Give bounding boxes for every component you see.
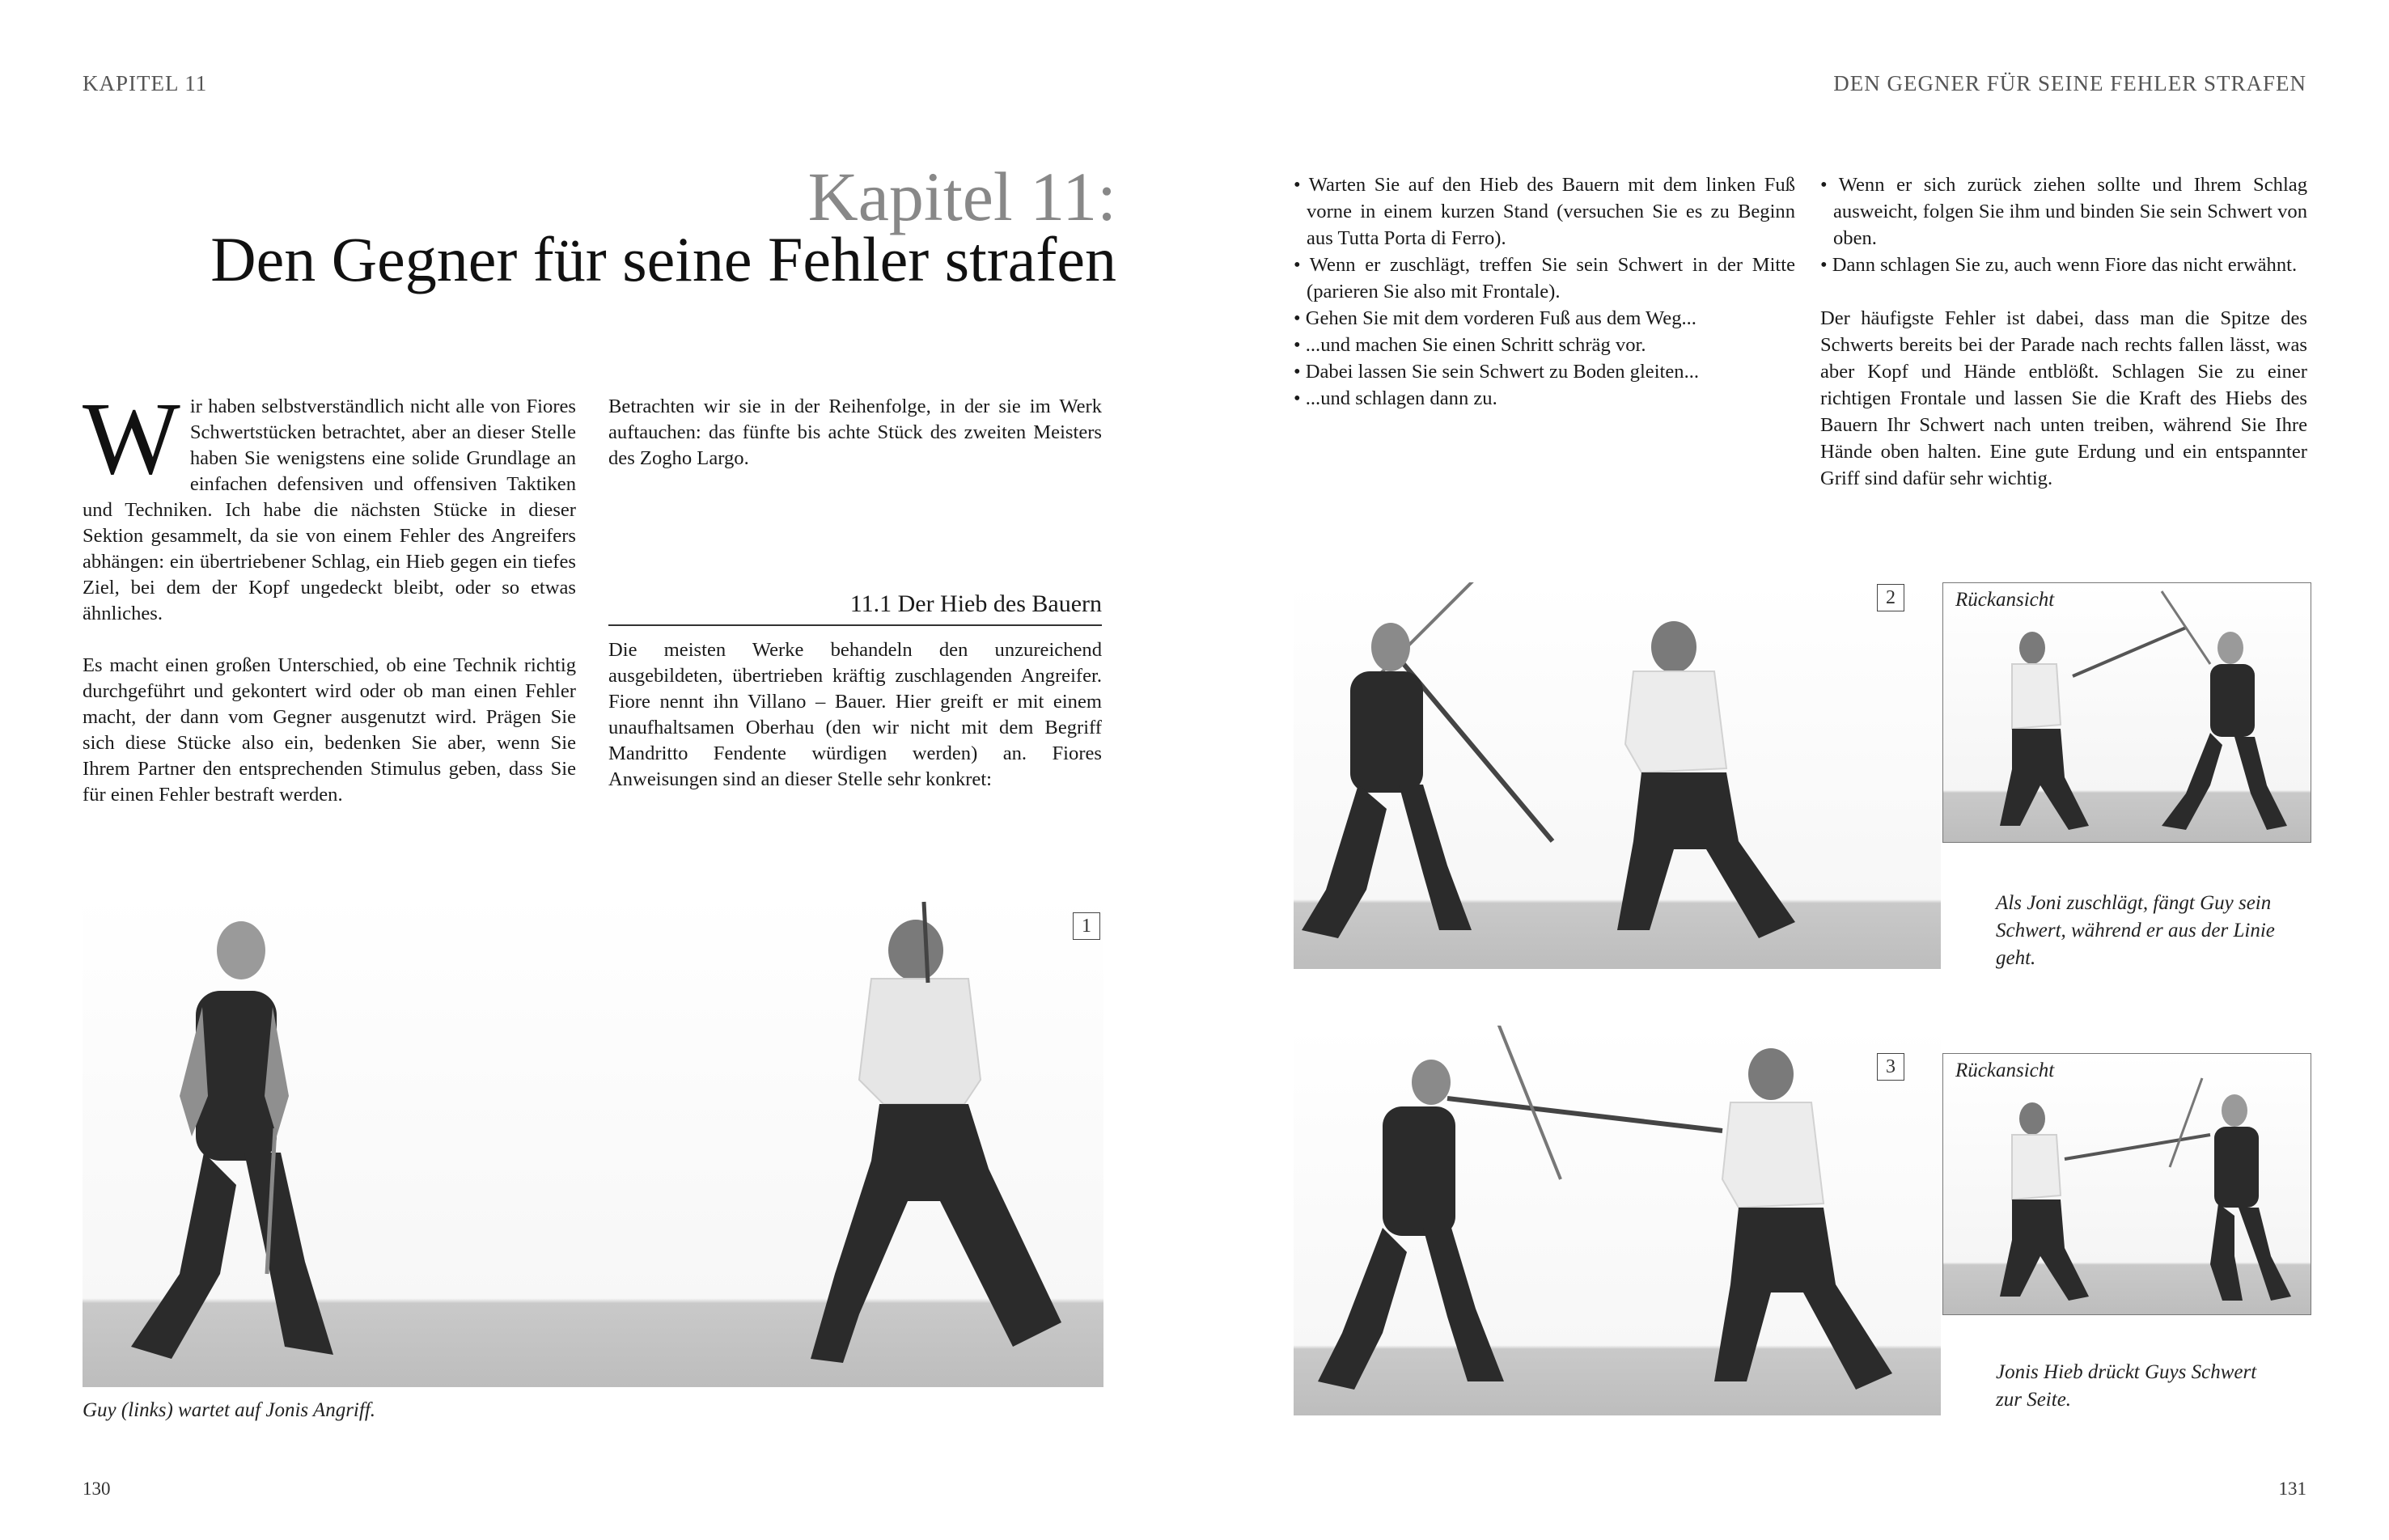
figure-number-1: 1 xyxy=(1073,912,1100,940)
running-head-right: DEN GEGNER FÜR SEINE FEHLER STRAFEN xyxy=(1833,71,2306,95)
figure-2-caption: Als Joni zuschlägt, fängt Guy sein Schwert, während er aus der Linie geht. xyxy=(1996,892,2275,969)
figure-number-3: 3 xyxy=(1877,1053,1904,1081)
paragraph: Betrachten wir sie in der Reihenfolge, in der sie im Werk auftauchen: das fünfte bis achte Stück des zweiten Meisters des Zogho Largo. xyxy=(608,396,1102,469)
inset-label: Rückansicht xyxy=(1955,1060,2055,1081)
right-column-1 xyxy=(1294,171,1795,412)
fencers-back-view-illustration xyxy=(1943,1054,2311,1314)
fencers-illustration xyxy=(1294,582,1941,969)
right-column-2 xyxy=(1820,171,2307,518)
paragraph: Der häufigste Fehler ist dabei, dass man die Spitze des Schwerts bereits bei der Parade nach rechts fallen lässt, was aber Kopf und Hände entblößt. Schlagen Sie zu einer richtigen Frontale und lassen Sie die Kraft des Hiebs des Bauern Ihr Schwert nach unten treiben, während Sie Ihre Hände oben halten. Eine gute Erdung und ein entspannter Griff sind dafür sehr wichtig. xyxy=(1820,307,2307,489)
fencers-back-view-illustration xyxy=(1943,583,2311,842)
running-head-left: KAPITEL 11 xyxy=(83,71,208,95)
fencers-illustration xyxy=(1294,1026,1941,1415)
figure-3-photo xyxy=(1294,1026,1941,1415)
section-heading: 11.1 Der Hieb des Bauern xyxy=(608,590,1102,626)
bullet-item: • Gehen Sie mit dem vorderen Fuß aus dem Weg... xyxy=(1294,307,1696,329)
left-column-2-continued xyxy=(608,637,1102,819)
figure-number-2: 2 xyxy=(1877,584,1904,611)
bullet-item: • Dann schlagen Sie zu, auch wenn Fiore das nicht erwähnt. xyxy=(1820,254,2298,276)
bullet-item: • Warten Sie auf den Hieb des Bauern mit dem linken Fuß vorne in einem kurzen Stand (versuchen Sie es zu Beginn aus Tutta Porta di Ferro). xyxy=(1294,174,1795,249)
intro-paragraph: Wir haben selbstverständlich nicht alle von Fiores Schwertstücken betrachtet, aber an dieser Stelle haben Sie wenigstens eine solide Grundlage an einfachen defensiven und offensiven Taktiken und Techniken. Ich habe die nächsten Stücke in dieser Sektion gesammelt, da sie von einem Fehler des Angreifers abhängen: ein übertriebener Schlag, ein Hieb gegen ein tiefes Ziel, bei dem der Kopf ungedeckt bleibt, oder so etwas ähnliches. xyxy=(83,381,576,624)
inset-label: Rückansicht xyxy=(1955,589,2055,611)
figure-2-photo xyxy=(1294,582,1941,969)
drop-cap: W xyxy=(83,381,180,496)
figure-3-inset-photo xyxy=(1942,1053,2311,1315)
paragraph: Es macht einen großen Unterschied, ob eine Technik richtig durchgeführt und gekontert wird oder ob man einen Fehler macht, der dann vom Gegner ausgenutzt wird. Prägen Sie sich diese Stücke also ein, bedenken Sie aber, wenn Sie Ihrem Partner den entsprechenden Stimulus geben, dass Sie für einen Fehler bestraft werden. xyxy=(83,654,576,806)
right-page xyxy=(1195,0,2389,1540)
left-column-2 xyxy=(608,394,1102,497)
page-number-left: 130 xyxy=(83,1479,111,1499)
bullet-item: • ...und schlagen dann zu. xyxy=(1294,387,1497,409)
left-page xyxy=(0,0,1194,1540)
chapter-title: Den Gegner für seine Fehler strafen xyxy=(210,224,1116,294)
page-number-right: 131 xyxy=(2278,1479,2306,1499)
bullet-item: • ...und machen Sie einen Schritt schräg vor. xyxy=(1294,334,1646,356)
bullet-item: • Wenn er sich zurück ziehen sollte und Ihrem Schlag ausweicht, folgen Sie ihm und binden Sie sein Schwert von oben. xyxy=(1820,174,2307,249)
figure-3-caption: Jonis Hieb drückt Guys Schwert zur Seite. xyxy=(1996,1361,2257,1411)
fencers-illustration xyxy=(83,894,1103,1387)
bullet-item: • Wenn er zuschlägt, treffen Sie sein Schwert in der Mitte (parieren Sie also mit Frontale). xyxy=(1294,254,1795,302)
figure-1-photo xyxy=(83,894,1103,1387)
left-column-1 xyxy=(83,381,576,834)
paragraph: Die meisten Werke behandeln den unzureichend ausgebildeten, übertrieben kräftig zuschlagenden Angreifer. Fiore nennt ihn Villano – Bauer. Hier greift er mit einem unaufhaltsamen Oberhau (den wir nicht mit dem Begriff Mandritto Fendente würdigen werden) an. Fiores Anweisungen sind an dieser Stelle sehr konkret: xyxy=(608,639,1102,790)
bullet-item: • Dabei lassen Sie sein Schwert zu Boden gleiten... xyxy=(1294,361,1700,383)
figure-2-inset-photo xyxy=(1942,582,2311,843)
chapter-number-title: Kapitel 11: xyxy=(807,158,1116,235)
figure-1-caption: Guy (links) wartet auf Jonis Angriff. xyxy=(83,1399,376,1421)
